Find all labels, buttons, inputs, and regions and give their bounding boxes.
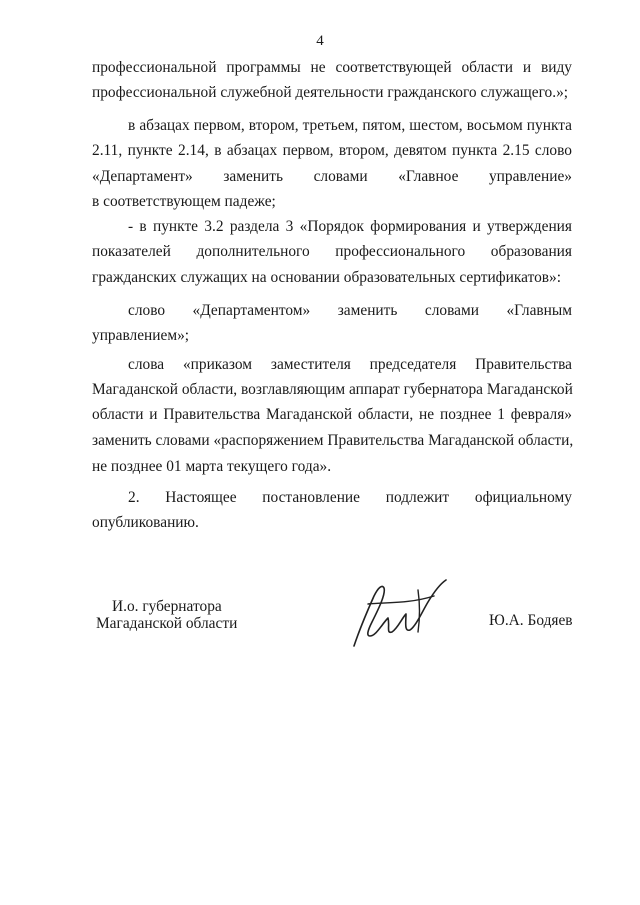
text-line: - в пункте 3.2 раздела 3 «Порядок формирования и утверждения: [128, 218, 572, 235]
signatory-name: Ю.А. Бодяев: [489, 612, 573, 629]
text-line: гражданских служащих на основании образовательных сертификатов»:: [92, 269, 562, 286]
text-line: 2.11, пункте 2.14, в абзацах первом, втором, девятом пункта 2.15 слово: [92, 142, 572, 159]
text-line: в абзацах первом, втором, третьем, пятом, шестом, восьмом пункта: [128, 117, 572, 134]
text-line: профессиональной программы не соответствующей области и виду: [92, 59, 572, 76]
text-line: «Департамент» заменить словами «Главное управление»: [92, 168, 572, 185]
text-line: опубликованию.: [92, 514, 199, 531]
signatory-title-line1: И.о. губернатора: [112, 598, 222, 615]
text-line: области и Правительства Магаданской области, не позднее 1 февраля»: [92, 406, 572, 423]
text-line: Магаданской области, возглавляющим аппарат губернатора Магаданской: [92, 381, 573, 398]
text-line: в соответствующем падеже;: [92, 193, 276, 210]
text-line: слова «приказом заместителя председателя Правительства: [128, 356, 572, 373]
text-line: слово «Департаментом» заменить словами «Главным: [128, 302, 572, 319]
handwritten-signature: [348, 574, 456, 654]
text-line: профессиональной служебной деятельности гражданского служащего.»;: [92, 84, 569, 101]
page-number: 4: [316, 33, 324, 49]
text-line: 2. Настоящее постановление подлежит официальному: [128, 489, 572, 506]
text-line: заменить словами «распоряжением Правительства Магаданской области,: [92, 432, 574, 449]
text-line: управлением»;: [92, 327, 190, 344]
text-line: показателей дополнительного профессионального образования: [92, 243, 572, 260]
signatory-title-line2: Магаданской области: [96, 615, 238, 632]
text-line: не позднее 01 марта текущего года».: [92, 458, 332, 475]
